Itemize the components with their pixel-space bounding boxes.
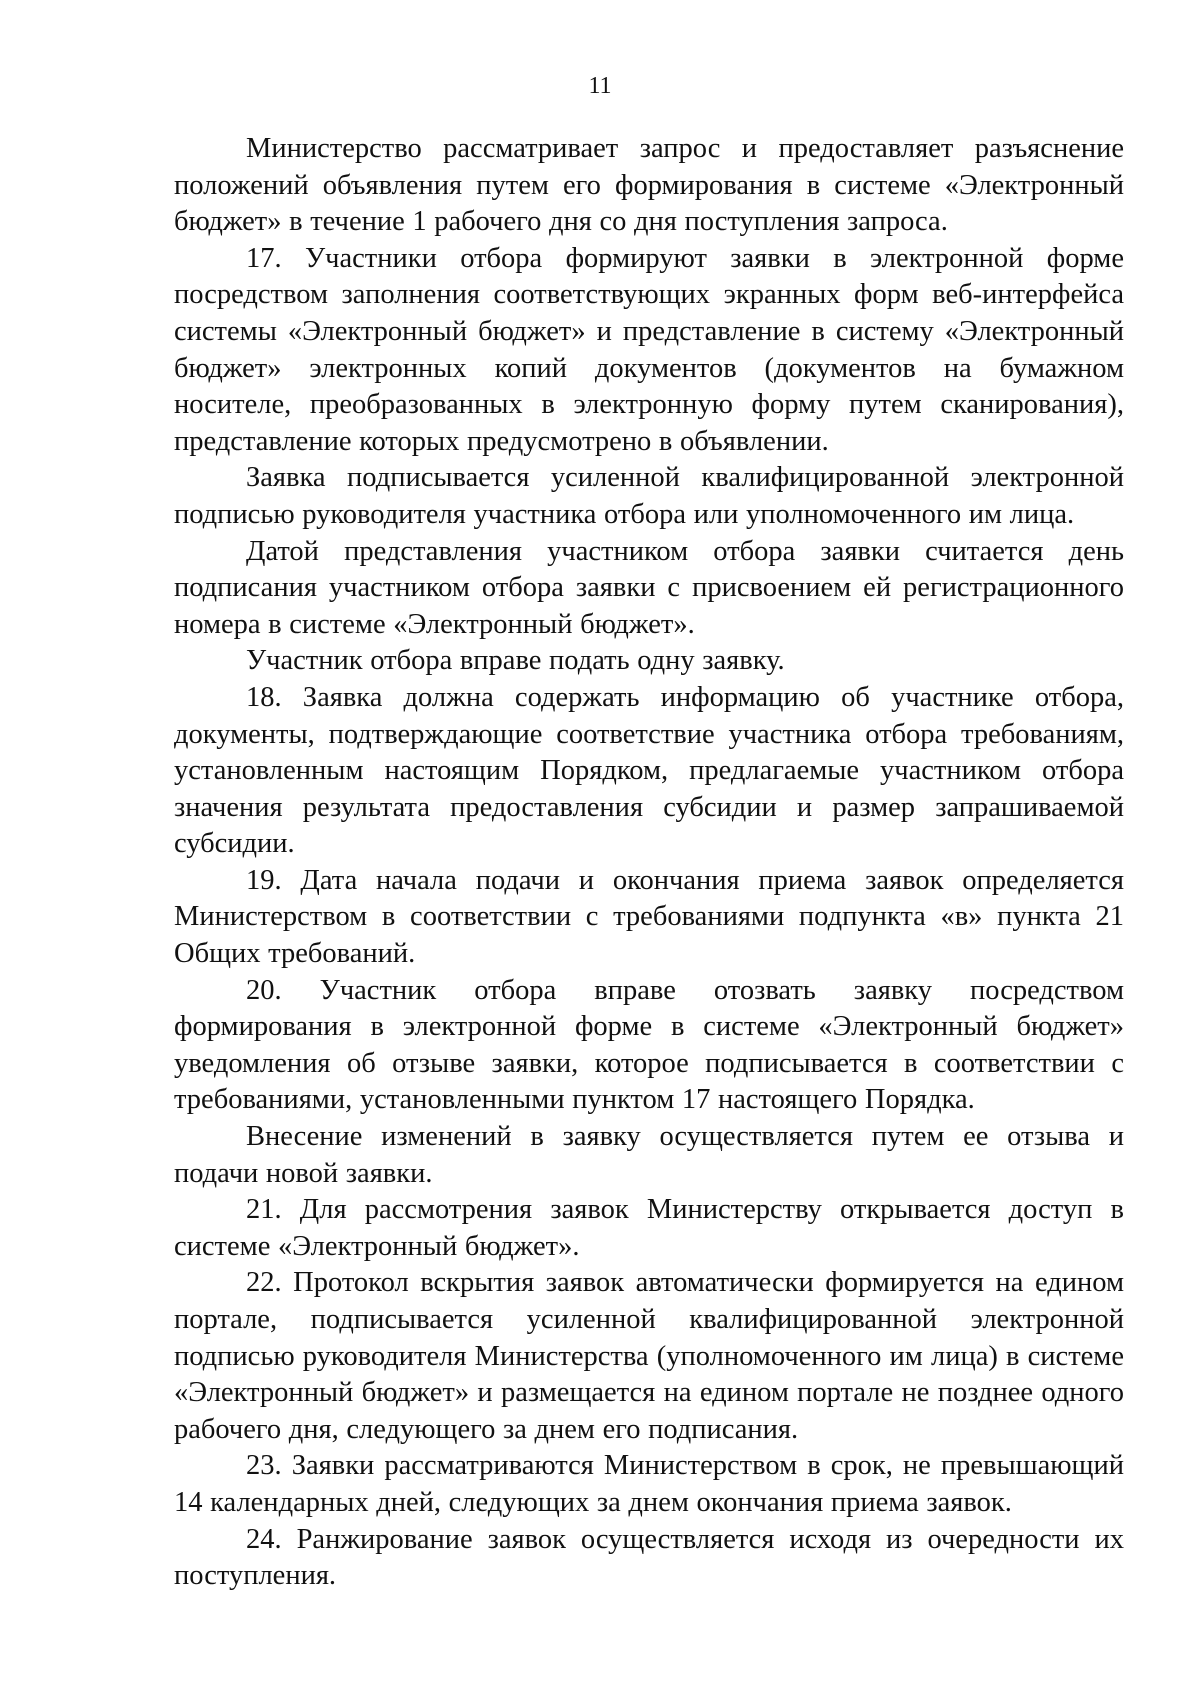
body-text [174,131,1124,1595]
paragraph-24: 24. Ранжирование заявок осуществляется исходя из очередности их поступления. [174,1523,1124,1592]
paragraph-19: 19. Дата начала подачи и окончания приема заявок определяется Министерством в соответствии с требованиями подпункта «в» пункта 21 Общих требований. [174,864,1124,970]
paragraph-18: 18. Заявка должна содержать информацию об участнике отбора, документы, подтверждающие соответствие участника отбора требованиям, установленным настоящим Порядком, предлагаемые участником отбора значения результата предоставления субсидии и размер запрашиваемой субсидии. [174,681,1124,860]
paragraph-23: 23. Заявки рассматриваются Министерством в срок, не превышающий 14 календарных дней, следующих за днем окончания приема заявок. [174,1450,1124,1518]
paragraph-ministry-clarification: Министерство рассматривает запрос и предоставляет разъяснение положений объявления путем его формирования в системе «Электронный бюджет» в течение 1 рабочего дня со дня поступления запроса. [174,133,1124,238]
page-number: 11 [588,73,612,99]
paragraph-single-application: Участник отбора вправе подать одну заявку. [246,645,785,677]
paragraph-21: 21. Для рассмотрения заявок Министерству открывается доступ в системе «Электронный бюджет». [174,1194,1124,1262]
paragraph-submission-date: Датой представления участником отбора заявки считается день подписания участником отбора заявки с присвоением ей регистрационного номера в системе «Электронный бюджет». [174,535,1124,640]
paragraph-22: 22. Протокол вскрытия заявок автоматически формируется на едином портале, подписывается усиленной квалифицированной электронной подписью руководителя Министерства (уполномоченного им лица) в системе «Электронный бюджет» и размещается на едином портале не позднее одного рабочего дня, следующего за днем его подписания. [174,1267,1124,1445]
paragraph-application-signature: Заявка подписывается усиленной квалифицированной электронной подписью руководителя участника отбора или уполномоченного им лица. [174,462,1124,530]
paragraph-changes-to-application: Внесение изменений в заявку осуществляется путем ее отзыва и подачи новой заявки. [174,1121,1124,1189]
paragraph-20: 20. Участник отбора вправе отозвать заявку посредством формирования в электронной форме в системе «Электронный бюджет» уведомления об отзыве заявки, которое подписывается в соответствии с требованиями, установленными пунктом 17 настоящего Порядка. [174,974,1124,1116]
paragraph-17: 17. Участники отбора формируют заявки в электронной форме посредством заполнения соответствующих экранных форм веб-интерфейса системы «Электронный бюджет» и представление в систему «Электронный бюджет» электронных копий документов (документов на бумажном носителе, преобразованных в электронную форму путем сканирования), представление которых предусмотрено в объявлении. [174,242,1124,457]
